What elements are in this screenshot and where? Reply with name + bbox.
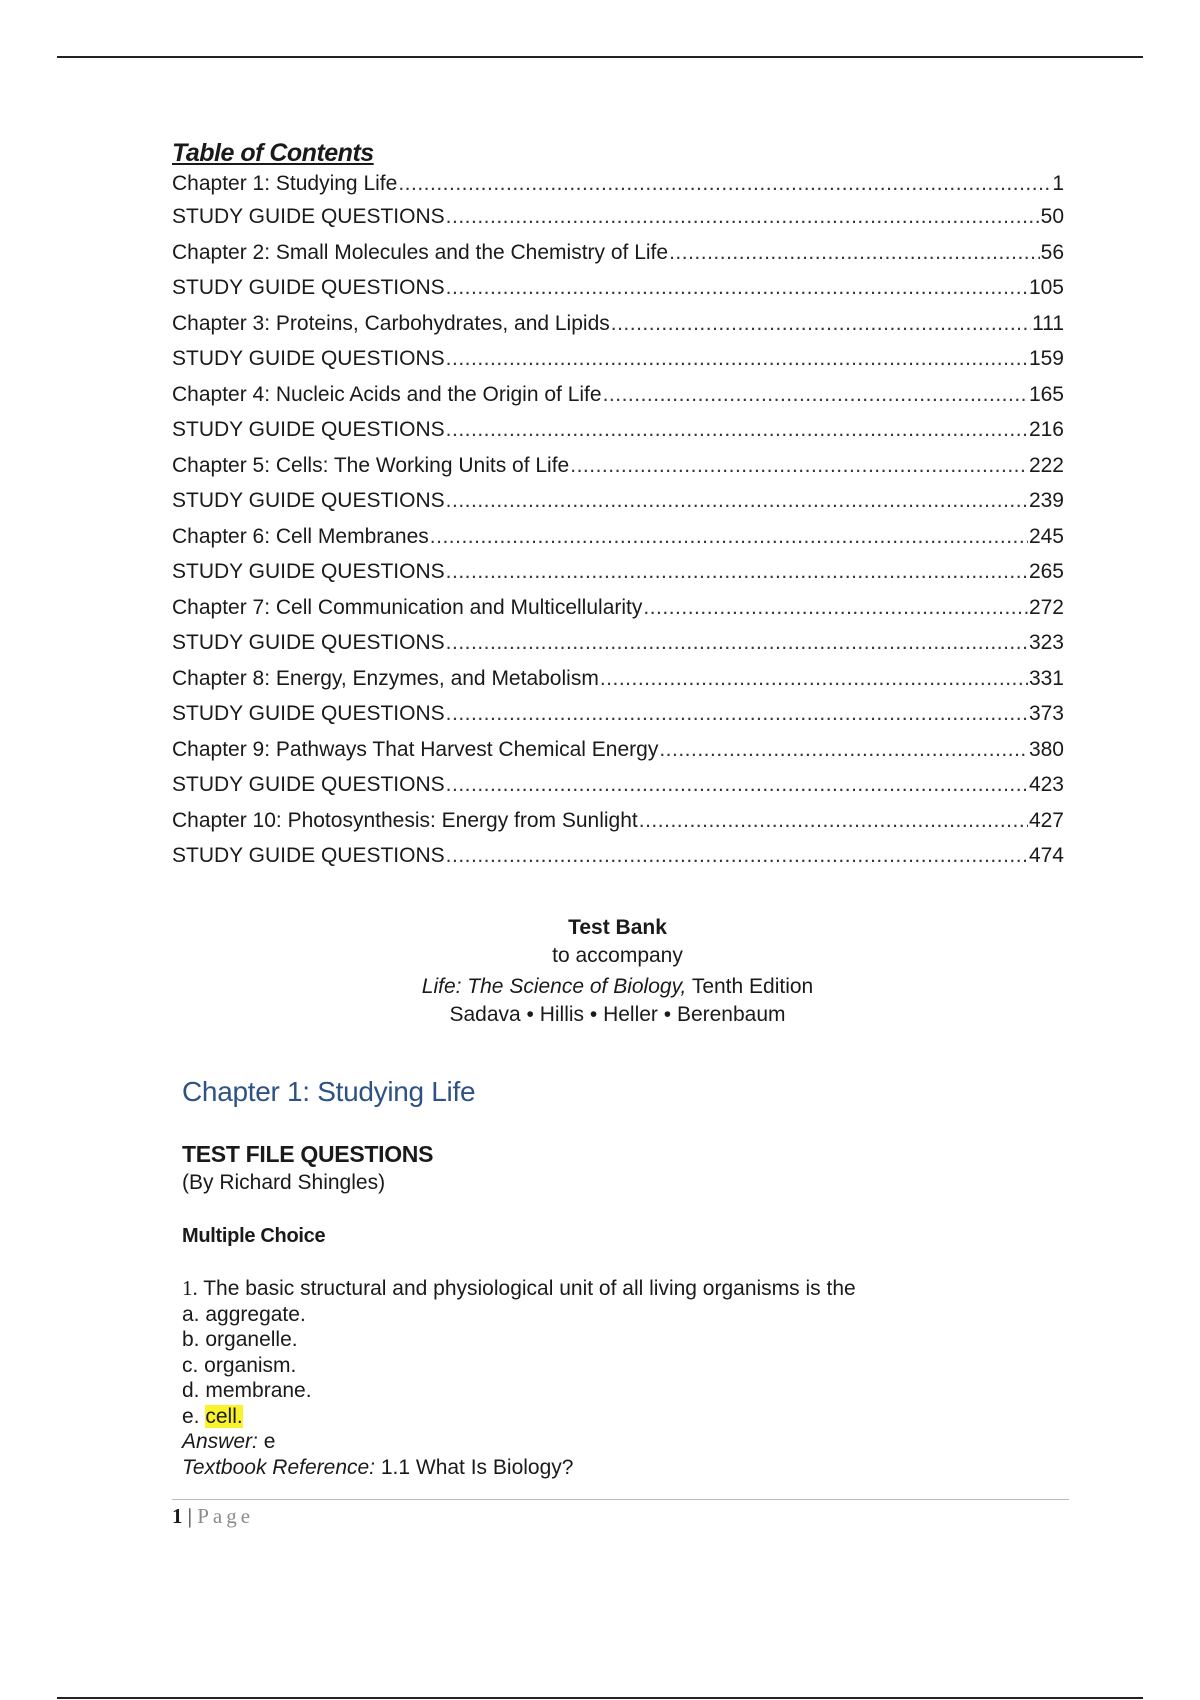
toc-entry-page: 159: [1028, 347, 1064, 370]
toc-entry-page: 165: [1028, 382, 1064, 406]
toc-entry-title: Chapter 6: Cell Membranes: [172, 524, 429, 548]
toc-dot-leader: [446, 838, 1028, 874]
toc-dot-leader: [643, 590, 1028, 626]
toc-entry[interactable]: [172, 767, 1064, 803]
option-text: organelle.: [205, 1328, 298, 1351]
reference-line: [182, 1455, 856, 1481]
toc-entry[interactable]: [172, 169, 1064, 199]
toc-entry-page: 111: [1032, 311, 1064, 335]
toc-entry-page: 239: [1028, 489, 1064, 512]
toc-entry-title: Chapter 1: Studying Life: [172, 172, 398, 195]
page-footer: [172, 1504, 254, 1529]
toc-entry-page: 323: [1028, 631, 1064, 654]
toc-entry-page: 474: [1028, 844, 1064, 867]
footer-page-word: Page: [197, 1504, 255, 1528]
toc-entry-title: STUDY GUIDE QUESTIONS: [172, 489, 445, 512]
option-text: aggregate.: [205, 1302, 306, 1326]
toc-entry-title: STUDY GUIDE QUESTIONS: [172, 844, 445, 867]
toc-entry-page: 380: [1028, 737, 1064, 761]
toc-dot-leader: [600, 661, 1028, 697]
toc-dot-leader: [446, 696, 1028, 732]
toc-entry-title: STUDY GUIDE QUESTIONS: [172, 205, 445, 228]
subsection-heading: Multiple Choice: [182, 1225, 326, 1247]
toc-entry[interactable]: [172, 341, 1064, 377]
option-text: organism.: [204, 1353, 297, 1377]
toc-entry[interactable]: [172, 199, 1064, 235]
reference-value: 1.1 What Is Biology?: [375, 1455, 574, 1479]
footer-separator: |: [182, 1504, 198, 1528]
toc-entries: [172, 169, 1064, 874]
toc-dot-leader: [446, 767, 1028, 803]
toc-entry[interactable]: [172, 483, 1064, 519]
toc-dot-leader: [446, 483, 1028, 519]
toc-title: Table of Contents: [172, 139, 374, 167]
toc-entry-page: 423: [1028, 773, 1064, 796]
toc-dot-leader: [603, 377, 1028, 413]
answer-option: [182, 1353, 856, 1379]
option-text: cell.: [205, 1404, 243, 1428]
toc-entry-page: 331: [1028, 666, 1064, 690]
toc-entry[interactable]: [172, 838, 1064, 874]
toc-entry-title: STUDY GUIDE QUESTIONS: [172, 773, 445, 796]
answer-option: [182, 1378, 856, 1404]
toc-dot-leader: [446, 412, 1028, 448]
toc-entry-page: 427: [1028, 808, 1064, 832]
toc-entry-page: 105: [1028, 276, 1064, 299]
toc-entry[interactable]: [172, 306, 1064, 342]
book-title-line: [0, 975, 1200, 999]
toc-entry[interactable]: [172, 235, 1064, 271]
toc-entry[interactable]: [172, 590, 1064, 626]
reference-label: Textbook Reference:: [182, 1455, 376, 1479]
footer-page-number: 1: [172, 1504, 183, 1528]
toc-entry-page: 56: [1040, 240, 1064, 264]
toc-dot-leader: [669, 235, 1040, 271]
toc-entry-title: Chapter 8: Energy, Enzymes, and Metabolism: [172, 666, 599, 690]
toc-entry-title: Chapter 7: Cell Communication and Multicellularity: [172, 595, 643, 619]
toc-entry-page: 222: [1028, 453, 1064, 477]
footer-rule: [172, 1499, 1069, 1500]
option-letter: a.: [182, 1302, 206, 1326]
test-bank-title: Test Bank: [568, 916, 667, 939]
toc-dot-leader: [611, 306, 1031, 342]
option-text: membrane.: [205, 1379, 312, 1402]
table-of-contents: [172, 139, 1064, 874]
chapter-heading: Chapter 1: Studying Life: [182, 1076, 476, 1107]
answer-label: Answer:: [182, 1430, 258, 1453]
section-heading: TEST FILE QUESTIONS: [182, 1141, 434, 1167]
toc-entry-title: Chapter 9: Pathways That Harvest Chemical Energy: [172, 737, 659, 761]
toc-entry-title: Chapter 5: Cells: The Working Units of Life: [172, 453, 570, 477]
toc-entry[interactable]: [172, 519, 1064, 555]
book-title: Life: The Science of Biology,: [421, 975, 687, 998]
toc-entry-title: STUDY GUIDE QUESTIONS: [172, 560, 445, 583]
question-stem: The basic structural and physiological unit of all living organisms is the: [197, 1277, 856, 1300]
toc-entry[interactable]: [172, 803, 1064, 839]
header-rule: [57, 56, 1143, 58]
answer-option: [182, 1404, 856, 1430]
toc-dot-leader: [639, 803, 1028, 839]
test-bank-subtitle: to accompany: [552, 944, 683, 967]
toc-entry-title: STUDY GUIDE QUESTIONS: [172, 347, 445, 370]
toc-entry[interactable]: [172, 625, 1064, 661]
toc-entry-title: STUDY GUIDE QUESTIONS: [172, 276, 445, 299]
toc-dot-leader: [446, 625, 1028, 661]
option-letter: e.: [182, 1404, 206, 1428]
book-authors: Sadava • Hillis • Heller • Berenbaum: [449, 1003, 786, 1026]
toc-dot-leader: [446, 270, 1028, 306]
toc-entry-title: Chapter 2: Small Molecules and the Chemistry of Life: [172, 240, 669, 264]
answer-option: [182, 1302, 856, 1328]
option-letter: c.: [182, 1353, 205, 1377]
toc-entry-page: 1: [1052, 172, 1064, 195]
option-letter: b.: [182, 1328, 206, 1351]
toc-dot-leader: [570, 448, 1028, 484]
bottom-rule: [57, 1697, 1143, 1699]
book-edition: Tenth Edition: [686, 975, 814, 998]
answer-value: e: [257, 1430, 276, 1453]
toc-entry[interactable]: [172, 377, 1064, 413]
toc-dot-leader: [446, 199, 1040, 235]
toc-entry[interactable]: [172, 554, 1064, 590]
toc-entry-title: Chapter 3: Proteins, Carbohydrates, and Lipids: [172, 311, 610, 335]
question-number: 1.: [182, 1276, 198, 1300]
toc-entry-page: 50: [1040, 205, 1064, 228]
question-stem-line: [182, 1276, 856, 1302]
toc-entry-title: STUDY GUIDE QUESTIONS: [172, 631, 445, 654]
option-letter: d.: [182, 1379, 206, 1402]
answer-option: [182, 1327, 856, 1353]
answer-options: [182, 1302, 856, 1430]
section-author: (By Richard Shingles): [182, 1171, 386, 1194]
toc-dot-leader: [659, 732, 1028, 768]
toc-dot-leader: [446, 554, 1028, 590]
toc-entry[interactable]: [172, 696, 1064, 732]
toc-entry[interactable]: [172, 270, 1064, 306]
toc-entry-page: 216: [1028, 418, 1064, 441]
question-1: [182, 1276, 856, 1480]
toc-entry-title: Chapter 10: Photosynthesis: Energy from Sunlight: [172, 808, 638, 832]
toc-entry[interactable]: [172, 732, 1064, 768]
toc-entry[interactable]: [172, 661, 1064, 697]
answer-line: [182, 1429, 856, 1455]
toc-entry-title: Chapter 4: Nucleic Acids and the Origin of Life: [172, 382, 602, 406]
toc-entry-title: STUDY GUIDE QUESTIONS: [172, 418, 445, 441]
toc-dot-leader: [430, 519, 1028, 555]
toc-entry[interactable]: [172, 412, 1064, 448]
toc-entry-page: 373: [1028, 702, 1064, 725]
toc-dot-leader: [446, 341, 1028, 377]
toc-entry-page: 245: [1028, 524, 1064, 548]
toc-dot-leader: [398, 169, 1051, 199]
toc-entry-page: 272: [1028, 595, 1064, 619]
toc-entry[interactable]: [172, 448, 1064, 484]
toc-entry-page: 265: [1028, 560, 1064, 583]
toc-entry-title: STUDY GUIDE QUESTIONS: [172, 702, 445, 725]
